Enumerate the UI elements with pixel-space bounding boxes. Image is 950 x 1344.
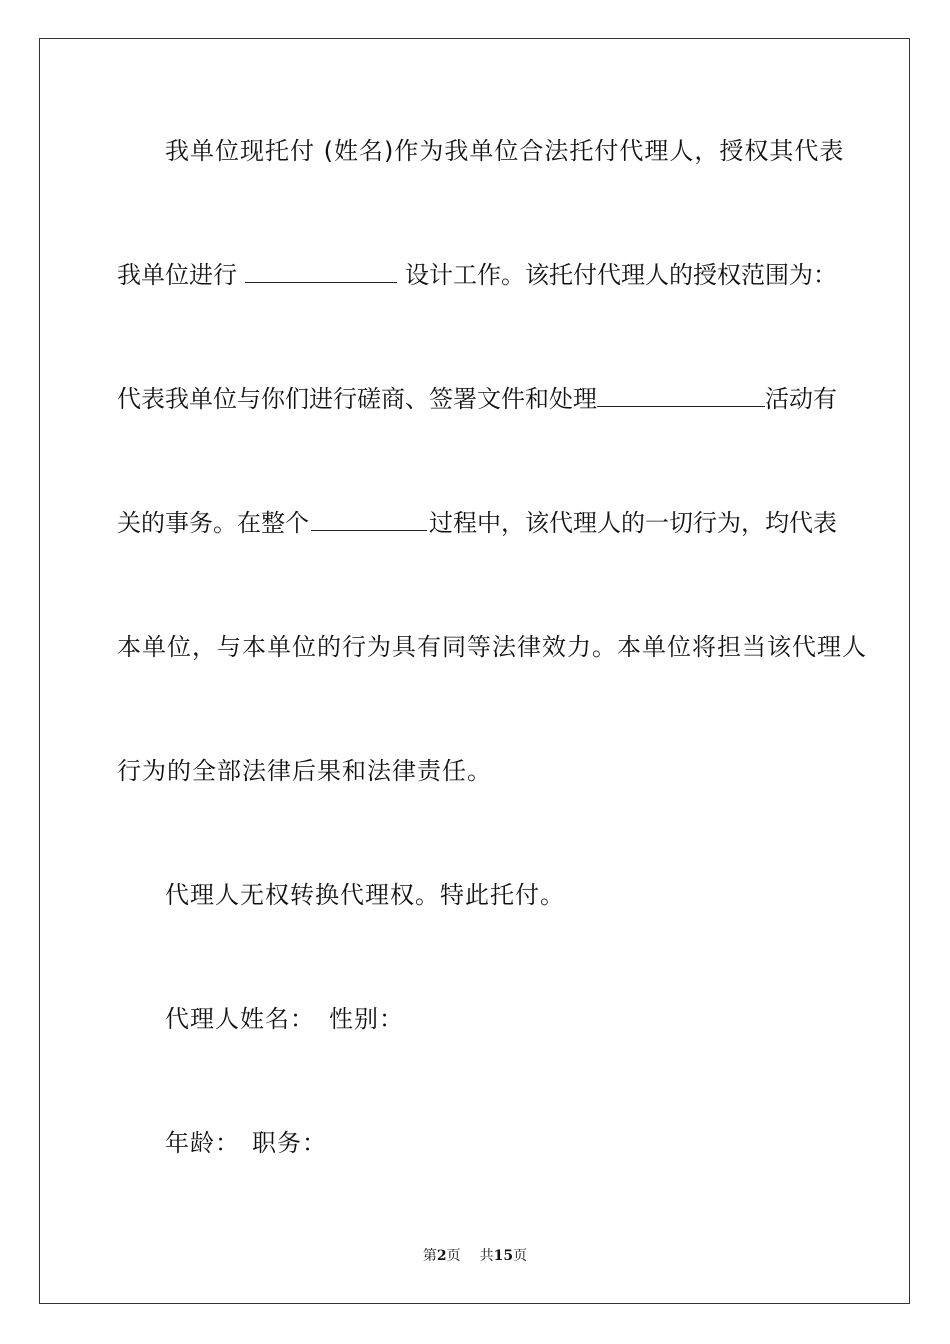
line-4-before: 关的事务。在整个 [117,509,309,537]
footer-total-suffix: 页 [513,1248,528,1264]
gender-label: 性别： [329,1005,404,1033]
paragraph-line-3 [117,384,837,414]
line-2-after: 设计工作。该托付代理人的授权范围为： [405,261,837,289]
paragraph-line-2 [117,260,837,290]
footer-page-suffix: 页 [446,1248,461,1264]
page-border [39,38,910,1304]
line-2-before: 我单位进行 [117,261,237,289]
line-3-before: 代表我单位与你们进行磋商、签署文件和处理 [117,385,597,413]
paragraph-line-6: 行为的全部法律后果和法律责任。 [117,757,492,785]
age-position-line [165,1128,885,1158]
process-blank-field [311,508,427,531]
page-footer [0,1246,950,1266]
line-3-after: 活动有 [765,385,837,413]
paragraph-line-7: 代理人无权转换代理权。特此托付。 [165,881,565,909]
position-label: 职务： [252,1129,327,1157]
design-blank-field [245,260,397,283]
agent-name-label: 代理人姓名： [165,1005,315,1033]
paragraph-line-4 [117,508,837,538]
current-page-number: 2 [436,1248,447,1264]
age-label: 年龄： [165,1129,240,1157]
footer-prefix: 第 [422,1248,437,1264]
paragraph-line-1: 我单位现托付 (姓名)作为我单位合法托付代理人，授权其代表 [165,137,845,165]
agent-name-gender-line [165,1004,885,1034]
activity-blank-field [597,384,765,407]
line-4-after: 过程中，该代理人的一切行为，均代表 [429,509,837,537]
paragraph-line-5: 本单位，与本单位的行为具有同等法律效力。本单位将担当该代理人 [117,633,867,661]
footer-total-prefix: 共 [479,1248,494,1264]
total-page-count: 15 [493,1248,514,1264]
